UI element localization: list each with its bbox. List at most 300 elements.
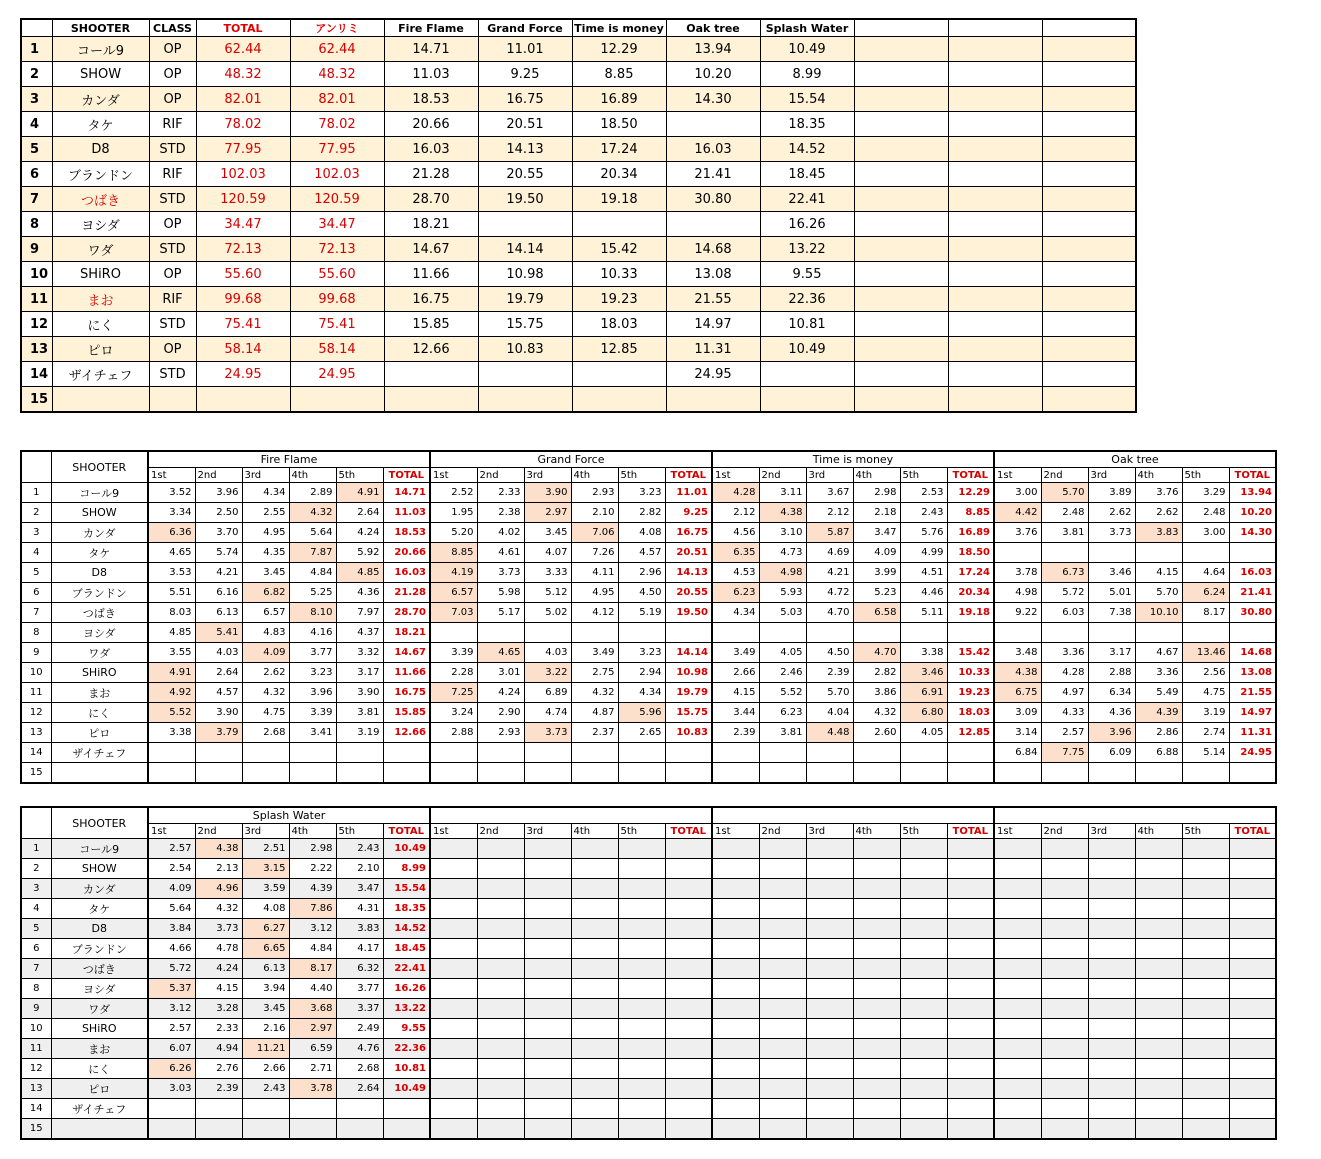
string-time[interactable]: 4.50 xyxy=(806,643,853,663)
string-time[interactable]: 4.28 xyxy=(1041,663,1088,683)
string-time[interactable] xyxy=(806,999,853,1019)
string-time[interactable] xyxy=(853,859,900,879)
string-time[interactable]: 3.96 xyxy=(289,683,336,703)
string-time[interactable] xyxy=(430,623,477,643)
stage-total[interactable] xyxy=(665,899,712,919)
string-time[interactable]: 5.52 xyxy=(148,703,195,723)
string-time[interactable]: 3.19 xyxy=(336,723,383,743)
string-time[interactable] xyxy=(1135,1059,1182,1079)
string-time[interactable] xyxy=(1135,543,1182,563)
string-time[interactable]: 3.49 xyxy=(571,643,618,663)
string-time[interactable] xyxy=(571,999,618,1019)
string-time[interactable]: 5.96 xyxy=(618,703,665,723)
stage-total[interactable]: 16.03 xyxy=(383,563,430,583)
string-time[interactable] xyxy=(712,999,759,1019)
string-time[interactable]: 6.82 xyxy=(242,583,289,603)
string-time[interactable]: 3.14 xyxy=(994,723,1041,743)
empty-cell[interactable] xyxy=(1042,162,1136,187)
string-time[interactable]: 4.05 xyxy=(900,723,947,743)
stage-total[interactable]: 13.94 xyxy=(1229,483,1276,503)
stage-total[interactable] xyxy=(665,979,712,999)
stage-total[interactable]: 13.08 xyxy=(1229,663,1276,683)
string-time[interactable]: 3.76 xyxy=(1135,483,1182,503)
string-time[interactable] xyxy=(1041,879,1088,899)
string-time[interactable] xyxy=(712,1019,759,1039)
string-time[interactable]: 2.62 xyxy=(242,663,289,683)
stage-total[interactable]: 10.98 xyxy=(665,663,712,683)
string-time[interactable]: 3.17 xyxy=(336,663,383,683)
row-number[interactable]: 8 xyxy=(21,212,52,237)
string-time[interactable] xyxy=(994,919,1041,939)
string-time[interactable] xyxy=(618,999,665,1019)
stage-time[interactable]: 24.95 xyxy=(666,362,760,387)
string-time[interactable] xyxy=(524,1039,571,1059)
string-time[interactable] xyxy=(759,859,806,879)
string-time[interactable] xyxy=(524,763,571,784)
string-time[interactable] xyxy=(618,919,665,939)
string-time[interactable] xyxy=(477,1079,524,1099)
empty-cell[interactable] xyxy=(854,362,948,387)
string-time[interactable] xyxy=(1182,899,1229,919)
string-time[interactable] xyxy=(1135,623,1182,643)
string-time[interactable]: 2.37 xyxy=(571,723,618,743)
string-time[interactable]: 2.39 xyxy=(195,1079,242,1099)
string-time[interactable]: 3.47 xyxy=(853,523,900,543)
string-time[interactable] xyxy=(618,879,665,899)
string-time[interactable] xyxy=(1041,839,1088,859)
string-time[interactable]: 5.19 xyxy=(618,603,665,623)
string-time[interactable]: 2.13 xyxy=(195,859,242,879)
stage-time[interactable]: 11.01 xyxy=(478,37,572,62)
stage-time[interactable] xyxy=(666,212,760,237)
string-time[interactable] xyxy=(900,879,947,899)
total-time[interactable]: 24.95 xyxy=(196,362,290,387)
summary-header-cell[interactable]: アンリミ xyxy=(290,19,384,37)
stage-time[interactable]: 21.41 xyxy=(666,162,760,187)
string-time[interactable] xyxy=(806,1119,853,1140)
string-time[interactable]: 3.34 xyxy=(148,503,195,523)
string-time[interactable]: 4.67 xyxy=(1135,643,1182,663)
row-number[interactable]: 2 xyxy=(21,62,52,87)
stage-total[interactable] xyxy=(947,623,994,643)
string-time[interactable]: 4.48 xyxy=(806,723,853,743)
string-time[interactable] xyxy=(1041,859,1088,879)
string-time[interactable]: 4.37 xyxy=(336,623,383,643)
string-time[interactable]: 4.21 xyxy=(806,563,853,583)
shooter-header[interactable]: SHOOTER xyxy=(51,451,148,483)
stage-total[interactable]: 24.95 xyxy=(1229,743,1276,763)
stage-total[interactable]: 18.50 xyxy=(947,543,994,563)
string-time[interactable] xyxy=(759,1019,806,1039)
string-time[interactable]: 2.49 xyxy=(336,1019,383,1039)
string-time[interactable] xyxy=(759,839,806,859)
string-time[interactable] xyxy=(430,939,477,959)
total-time[interactable]: 34.47 xyxy=(196,212,290,237)
string-label[interactable]: 5th xyxy=(336,824,383,839)
stage-total[interactable]: 18.45 xyxy=(383,939,430,959)
string-time[interactable]: 5.20 xyxy=(430,523,477,543)
string-time[interactable] xyxy=(806,1079,853,1099)
total-label[interactable]: TOTAL xyxy=(383,824,430,839)
string-time[interactable] xyxy=(712,879,759,899)
string-time[interactable]: 6.58 xyxy=(853,603,900,623)
string-label[interactable]: 3rd xyxy=(1088,824,1135,839)
string-time[interactable] xyxy=(1041,1079,1088,1099)
stage-total[interactable]: 15.42 xyxy=(947,643,994,663)
string-time[interactable] xyxy=(618,899,665,919)
stage-total[interactable]: 22.41 xyxy=(383,959,430,979)
string-time[interactable] xyxy=(430,959,477,979)
stage-time[interactable]: 20.51 xyxy=(478,112,572,137)
shooter-class[interactable]: STD xyxy=(149,137,196,162)
string-time[interactable] xyxy=(1088,859,1135,879)
stage-time[interactable]: 19.79 xyxy=(478,287,572,312)
stage-total[interactable]: 21.55 xyxy=(1229,683,1276,703)
string-time[interactable] xyxy=(900,743,947,763)
string-time[interactable]: 2.65 xyxy=(618,723,665,743)
stage-time[interactable]: 14.68 xyxy=(666,237,760,262)
string-time[interactable]: 4.57 xyxy=(195,683,242,703)
string-time[interactable] xyxy=(1041,999,1088,1019)
string-time[interactable] xyxy=(900,1079,947,1099)
string-time[interactable] xyxy=(1182,999,1229,1019)
row-number[interactable]: 14 xyxy=(21,743,51,763)
string-time[interactable]: 2.96 xyxy=(618,563,665,583)
string-time[interactable]: 3.84 xyxy=(148,919,195,939)
summary-header-cell[interactable] xyxy=(948,19,1042,37)
string-time[interactable] xyxy=(477,1019,524,1039)
stage-total[interactable] xyxy=(947,763,994,784)
string-time[interactable]: 6.26 xyxy=(148,1059,195,1079)
string-time[interactable]: 5.92 xyxy=(336,543,383,563)
unlimited-time[interactable]: 75.41 xyxy=(290,312,384,337)
string-time[interactable]: 3.37 xyxy=(336,999,383,1019)
string-time[interactable]: 4.78 xyxy=(195,939,242,959)
empty-cell[interactable] xyxy=(854,37,948,62)
stage-total[interactable] xyxy=(1229,979,1276,999)
string-time[interactable] xyxy=(618,1039,665,1059)
string-time[interactable] xyxy=(806,1099,853,1119)
string-time[interactable]: 3.29 xyxy=(1182,483,1229,503)
total-time[interactable]: 120.59 xyxy=(196,187,290,212)
string-time[interactable]: 7.06 xyxy=(571,523,618,543)
stage-time[interactable]: 18.53 xyxy=(384,87,478,112)
total-time[interactable]: 102.03 xyxy=(196,162,290,187)
stage-time[interactable]: 21.28 xyxy=(384,162,478,187)
string-time[interactable]: 4.75 xyxy=(1182,683,1229,703)
string-time[interactable] xyxy=(336,1119,383,1140)
string-time[interactable]: 4.56 xyxy=(712,523,759,543)
string-label[interactable]: 1st xyxy=(712,468,759,483)
stage-total[interactable] xyxy=(665,959,712,979)
string-time[interactable]: 8.85 xyxy=(430,543,477,563)
string-time[interactable] xyxy=(759,959,806,979)
string-time[interactable]: 3.19 xyxy=(1182,703,1229,723)
string-time[interactable]: 4.02 xyxy=(477,523,524,543)
string-label[interactable]: 1st xyxy=(148,468,195,483)
string-label[interactable]: 5th xyxy=(1182,468,1229,483)
string-time[interactable] xyxy=(430,1119,477,1140)
string-time[interactable] xyxy=(712,743,759,763)
string-time[interactable] xyxy=(571,859,618,879)
stage-total[interactable] xyxy=(665,1099,712,1119)
stage-name[interactable]: Grand Force xyxy=(430,451,712,468)
string-time[interactable] xyxy=(900,939,947,959)
string-time[interactable] xyxy=(524,939,571,959)
string-time[interactable]: 2.18 xyxy=(853,503,900,523)
row-number[interactable]: 5 xyxy=(21,563,51,583)
string-time[interactable] xyxy=(1182,939,1229,959)
string-time[interactable]: 2.66 xyxy=(242,1059,289,1079)
stage-total[interactable] xyxy=(665,839,712,859)
string-time[interactable]: 4.92 xyxy=(148,683,195,703)
string-time[interactable]: 5.70 xyxy=(1041,483,1088,503)
string-time[interactable]: 3.36 xyxy=(1041,643,1088,663)
string-time[interactable]: 2.52 xyxy=(430,483,477,503)
stage-total[interactable]: 12.29 xyxy=(947,483,994,503)
string-label[interactable]: 3rd xyxy=(806,824,853,839)
string-time[interactable]: 6.09 xyxy=(1088,743,1135,763)
string-time[interactable] xyxy=(571,623,618,643)
shooter-class[interactable]: STD xyxy=(149,312,196,337)
string-time[interactable]: 2.10 xyxy=(571,503,618,523)
stage-time[interactable] xyxy=(478,387,572,413)
string-time[interactable] xyxy=(148,743,195,763)
unlimited-time[interactable]: 78.02 xyxy=(290,112,384,137)
string-time[interactable]: 4.38 xyxy=(759,503,806,523)
string-time[interactable] xyxy=(477,743,524,763)
shooter-class[interactable]: OP xyxy=(149,262,196,287)
string-time[interactable]: 5.87 xyxy=(806,523,853,543)
string-time[interactable]: 3.03 xyxy=(148,1079,195,1099)
row-number[interactable]: 7 xyxy=(21,187,52,212)
stage-time[interactable]: 14.71 xyxy=(384,37,478,62)
string-time[interactable] xyxy=(759,743,806,763)
stage-time[interactable]: 16.03 xyxy=(666,137,760,162)
string-time[interactable]: 3.90 xyxy=(336,683,383,703)
string-time[interactable]: 2.66 xyxy=(712,663,759,683)
string-time[interactable] xyxy=(524,959,571,979)
empty-cell[interactable] xyxy=(854,237,948,262)
string-time[interactable] xyxy=(477,939,524,959)
stage-time[interactable]: 19.18 xyxy=(572,187,666,212)
string-time[interactable]: 2.88 xyxy=(1088,663,1135,683)
string-time[interactable]: 4.15 xyxy=(1135,563,1182,583)
stage-total[interactable]: 14.13 xyxy=(665,563,712,583)
empty-cell[interactable] xyxy=(854,112,948,137)
string-time[interactable]: 3.44 xyxy=(712,703,759,723)
string-time[interactable]: 4.08 xyxy=(618,523,665,543)
string-time[interactable] xyxy=(430,979,477,999)
string-time[interactable] xyxy=(806,839,853,859)
string-time[interactable]: 8.17 xyxy=(1182,603,1229,623)
string-time[interactable]: 2.48 xyxy=(1182,503,1229,523)
string-time[interactable]: 2.22 xyxy=(289,859,336,879)
shooter-class[interactable]: RIF xyxy=(149,112,196,137)
stage-total[interactable] xyxy=(1229,1079,1276,1099)
string-time[interactable]: 6.57 xyxy=(242,603,289,623)
shooter-name[interactable]: ブランドン xyxy=(51,583,148,603)
string-time[interactable]: 5.93 xyxy=(759,583,806,603)
string-time[interactable] xyxy=(524,623,571,643)
string-time[interactable] xyxy=(1041,1119,1088,1140)
string-time[interactable] xyxy=(1041,763,1088,784)
string-label[interactable]: 5th xyxy=(900,824,947,839)
string-time[interactable] xyxy=(618,623,665,643)
shooter-class[interactable]: RIF xyxy=(149,287,196,312)
string-time[interactable]: 2.88 xyxy=(430,723,477,743)
string-time[interactable] xyxy=(712,959,759,979)
string-time[interactable] xyxy=(618,743,665,763)
row-number[interactable]: 10 xyxy=(21,1019,51,1039)
string-time[interactable]: 2.90 xyxy=(477,703,524,723)
stage-total[interactable]: 10.20 xyxy=(1229,503,1276,523)
string-label[interactable]: 1st xyxy=(712,824,759,839)
string-time[interactable]: 3.73 xyxy=(195,919,242,939)
string-time[interactable] xyxy=(900,1099,947,1119)
string-time[interactable]: 2.86 xyxy=(1135,723,1182,743)
string-time[interactable]: 4.15 xyxy=(195,979,242,999)
string-time[interactable]: 6.13 xyxy=(195,603,242,623)
string-time[interactable]: 3.70 xyxy=(195,523,242,543)
string-time[interactable]: 6.32 xyxy=(336,959,383,979)
shooter-name[interactable]: ブランドン xyxy=(51,939,148,959)
string-time[interactable] xyxy=(195,1119,242,1140)
row-number[interactable]: 13 xyxy=(21,723,51,743)
shooter-name[interactable]: にく xyxy=(52,312,149,337)
shooter-name[interactable]: SHiRO xyxy=(52,262,149,287)
string-label[interactable]: 4th xyxy=(289,824,336,839)
string-label[interactable]: 2nd xyxy=(477,468,524,483)
stage-total[interactable] xyxy=(947,1039,994,1059)
stage-time[interactable]: 16.89 xyxy=(572,87,666,112)
string-label[interactable]: 2nd xyxy=(1041,824,1088,839)
stage-total[interactable] xyxy=(665,1079,712,1099)
shooter-name[interactable] xyxy=(51,1119,148,1140)
string-time[interactable] xyxy=(712,1079,759,1099)
stage-time[interactable]: 22.41 xyxy=(760,187,854,212)
string-time[interactable]: 4.75 xyxy=(242,703,289,723)
string-time[interactable] xyxy=(1182,839,1229,859)
string-time[interactable] xyxy=(430,879,477,899)
row-number[interactable]: 13 xyxy=(21,337,52,362)
total-label[interactable]: TOTAL xyxy=(665,468,712,483)
string-time[interactable]: 6.65 xyxy=(242,939,289,959)
string-time[interactable] xyxy=(571,1099,618,1119)
stage-total[interactable] xyxy=(1229,1099,1276,1119)
shooter-name[interactable]: タケ xyxy=(52,112,149,137)
string-time[interactable] xyxy=(1135,999,1182,1019)
string-time[interactable] xyxy=(1135,959,1182,979)
row-number[interactable]: 11 xyxy=(21,1039,51,1059)
string-time[interactable] xyxy=(571,899,618,919)
unlimited-time[interactable]: 77.95 xyxy=(290,137,384,162)
string-time[interactable] xyxy=(524,859,571,879)
string-time[interactable] xyxy=(994,1119,1041,1140)
string-time[interactable]: 3.83 xyxy=(336,919,383,939)
string-time[interactable]: 7.86 xyxy=(289,899,336,919)
stage-total[interactable]: 10.33 xyxy=(947,663,994,683)
row-number[interactable]: 10 xyxy=(21,663,51,683)
stage-time[interactable]: 9.25 xyxy=(478,62,572,87)
string-time[interactable] xyxy=(853,743,900,763)
stage-total[interactable]: 22.36 xyxy=(383,1039,430,1059)
empty-cell[interactable] xyxy=(948,162,1042,187)
string-time[interactable]: 2.39 xyxy=(712,723,759,743)
string-time[interactable]: 3.81 xyxy=(336,703,383,723)
shooter-name[interactable]: ワダ xyxy=(51,999,148,1019)
stage-total[interactable]: 10.49 xyxy=(383,839,430,859)
stage-time[interactable] xyxy=(384,387,478,413)
total-label[interactable]: TOTAL xyxy=(947,824,994,839)
string-time[interactable] xyxy=(524,839,571,859)
string-label[interactable]: 2nd xyxy=(195,468,242,483)
string-label[interactable]: 4th xyxy=(853,468,900,483)
stage-time[interactable] xyxy=(572,212,666,237)
stage-time[interactable]: 13.08 xyxy=(666,262,760,287)
stage-total[interactable] xyxy=(947,839,994,859)
string-time[interactable] xyxy=(853,839,900,859)
string-time[interactable]: 4.24 xyxy=(477,683,524,703)
empty-cell[interactable] xyxy=(854,262,948,287)
string-time[interactable] xyxy=(477,1099,524,1119)
empty-cell[interactable] xyxy=(854,187,948,212)
string-time[interactable] xyxy=(900,919,947,939)
summary-header-cell[interactable]: Splash Water xyxy=(760,19,854,37)
string-time[interactable] xyxy=(994,763,1041,784)
stage-time[interactable]: 11.31 xyxy=(666,337,760,362)
string-label[interactable]: 1st xyxy=(430,468,477,483)
string-time[interactable] xyxy=(806,1059,853,1079)
string-time[interactable] xyxy=(477,879,524,899)
string-time[interactable]: 1.95 xyxy=(430,503,477,523)
string-time[interactable]: 3.17 xyxy=(1088,643,1135,663)
string-time[interactable] xyxy=(1182,1039,1229,1059)
stage-time[interactable]: 15.75 xyxy=(478,312,572,337)
shooter-class[interactable]: OP xyxy=(149,212,196,237)
row-number[interactable]: 14 xyxy=(21,1099,51,1119)
stage-total[interactable] xyxy=(947,1119,994,1140)
row-number[interactable]: 9 xyxy=(21,237,52,262)
string-time[interactable] xyxy=(994,1099,1041,1119)
string-time[interactable]: 6.75 xyxy=(994,683,1041,703)
string-time[interactable] xyxy=(1182,543,1229,563)
string-time[interactable]: 4.07 xyxy=(524,543,571,563)
string-time[interactable] xyxy=(618,959,665,979)
stage-name[interactable] xyxy=(712,807,994,824)
stage-name[interactable]: Time is money xyxy=(712,451,994,468)
stage-time[interactable]: 18.03 xyxy=(572,312,666,337)
string-time[interactable] xyxy=(524,1099,571,1119)
stage-total[interactable] xyxy=(1229,959,1276,979)
string-time[interactable] xyxy=(618,859,665,879)
string-time[interactable]: 3.52 xyxy=(148,483,195,503)
string-time[interactable] xyxy=(853,879,900,899)
stage-total[interactable]: 16.26 xyxy=(383,979,430,999)
stage-total[interactable] xyxy=(1229,879,1276,899)
string-time[interactable] xyxy=(712,1059,759,1079)
string-time[interactable] xyxy=(1182,1019,1229,1039)
string-time[interactable]: 4.53 xyxy=(712,563,759,583)
string-time[interactable] xyxy=(853,899,900,919)
stage-total[interactable]: 11.01 xyxy=(665,483,712,503)
stage-total[interactable]: 14.52 xyxy=(383,919,430,939)
string-label[interactable]: 4th xyxy=(1135,468,1182,483)
string-time[interactable]: 4.28 xyxy=(712,483,759,503)
string-time[interactable] xyxy=(618,1079,665,1099)
string-time[interactable]: 2.55 xyxy=(242,503,289,523)
stage-time[interactable]: 9.55 xyxy=(760,262,854,287)
